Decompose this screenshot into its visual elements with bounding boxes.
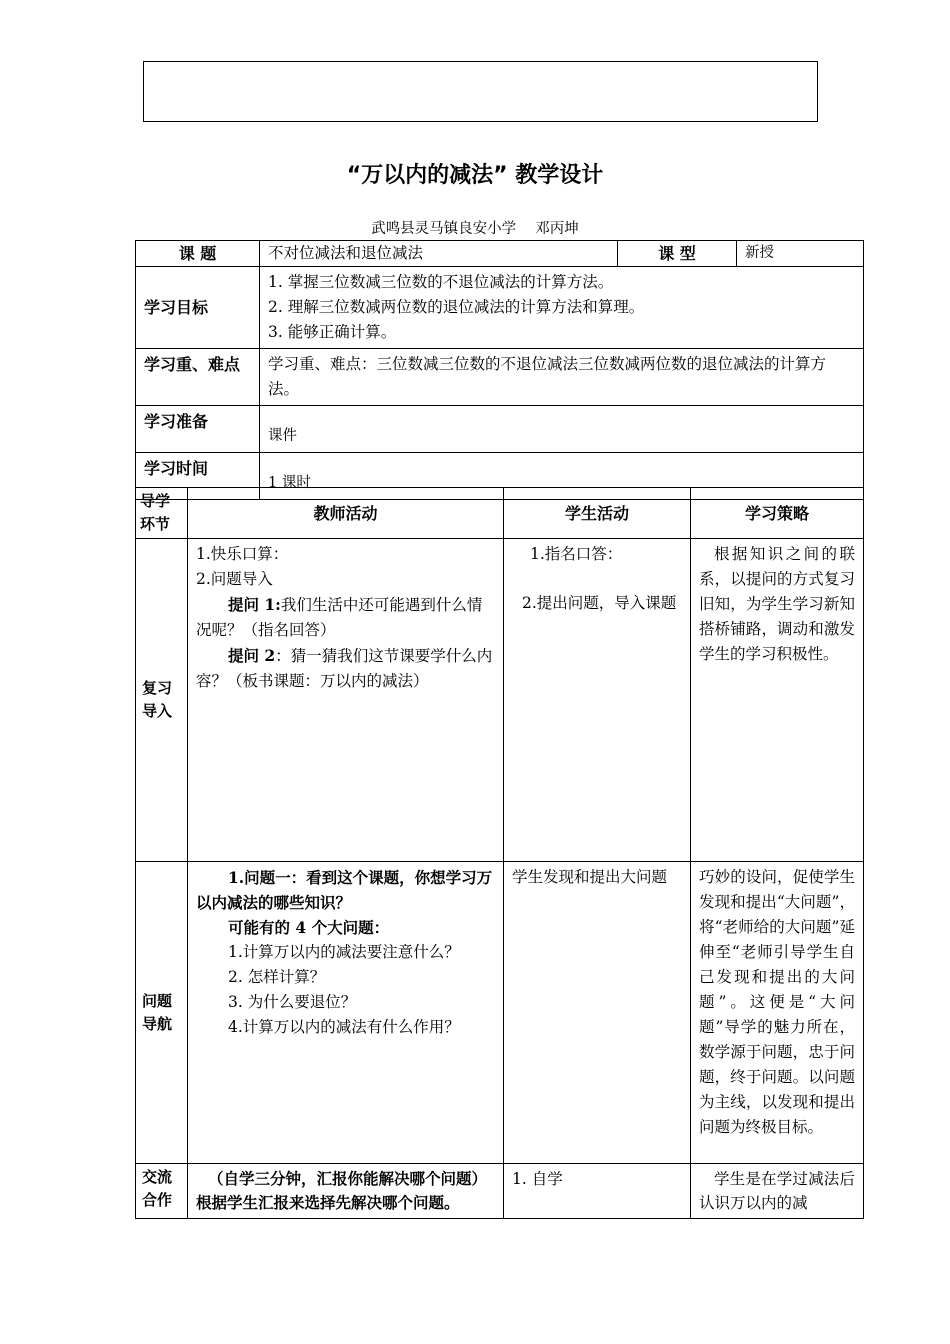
key-row (136, 349, 864, 406)
time-label: 学习时间 (136, 453, 260, 500)
problem-teacher-cell (188, 862, 504, 1164)
problem-question: 3. 为什么要退位？ (228, 993, 357, 1011)
exchange-teacher: （自学三分钟，汇报你能解决哪个问题）根据学生汇报来选择先解决哪个问题。 (188, 1164, 504, 1219)
question-1-text: 我们生活中还可能遇到什么情况呢？（指名回答） (196, 596, 483, 639)
problem-question: 1.计算万以内的减法要注意什么？ (228, 943, 460, 961)
goals-cell (260, 267, 864, 349)
review-student-line: 1.指名口答： (530, 545, 623, 563)
header-stage: 导学环节 (136, 488, 188, 539)
type-label: 课 型 (618, 241, 737, 267)
header-box (143, 61, 818, 122)
problem-student: 学生发现和提出大问题 (504, 862, 691, 1164)
exchange-row (136, 1164, 864, 1219)
header-strategy: 学习策略 (691, 488, 864, 539)
goal-item: 2. 理解三位数减两位数的退位减法的计算方法和算理。 (268, 298, 645, 316)
review-teacher-line: 1.快乐口算： (196, 545, 289, 563)
goal-item: 1. 掌握三位数减三位数的不退位减法的计算方法。 (268, 273, 614, 291)
problem-question: 4.计算万以内的减法有什么作用？ (228, 1018, 460, 1036)
review-stage: 复习导入 (136, 539, 188, 862)
time-value: 1 课时 (260, 453, 864, 500)
question-2-text: ：猜一猜我们这节课要学什么内容？（板书课题：万以内的减法） (196, 647, 493, 690)
key-value: 学习重、难点：三位数减三位数的不退位减法三位数减两位数的退位减法的计算方法。 (260, 349, 864, 406)
question-2 (196, 643, 495, 694)
prep-value: 课件 (260, 406, 864, 453)
info-table (135, 240, 864, 500)
activity-table (135, 487, 864, 1219)
author-line: 武鸣县灵马镇良安小学 邓丙坤 (371, 221, 579, 237)
problem-main-question: 1.问题一：看到这个课题，你想学习万以内减法的哪些知识？ (196, 868, 493, 912)
problem-question: 2. 怎样计算？ (228, 968, 326, 986)
header-student: 学生活动 (504, 488, 691, 539)
problem-subheading: 可能有的 4 个大问题： (228, 918, 390, 937)
goals-label: 学习目标 (136, 267, 260, 349)
question-2-label: 提问 2 (228, 646, 276, 665)
key-label: 学习重、难点 (136, 349, 260, 406)
review-row (136, 539, 864, 862)
prep-row (136, 406, 864, 453)
problem-strategy: 巧妙的设问，促使学生发现和提出“大问题”，将“老师给的大问题”延伸至“老师引导学生自己发现和提出的大问题”。这便是“大问题”导学的魅力所在，数学源于问题，忠于问题，终于问题。以问题为主线，以发现和提出问题为终极目标。 (691, 862, 864, 1164)
goal-item: 3. 能够正确计算。 (268, 323, 397, 341)
activity-header-row (136, 488, 864, 539)
topic-label: 课 题 (136, 241, 260, 267)
review-student-line: 2.提出问题，导入课题 (522, 594, 677, 612)
exchange-student: 1. 自学 (504, 1164, 691, 1219)
review-strategy: 根据知识之间的联系，以提问的方式复习旧知，为学生学习新知搭桥铺路，调动和激发学生的学习积极性。 (691, 539, 864, 862)
problem-row (136, 862, 864, 1164)
exchange-stage: 交流合作 (136, 1164, 188, 1219)
page-title: “万以内的减法” 教学设计 (346, 163, 604, 188)
goals-row (136, 267, 864, 349)
review-teacher-cell (188, 539, 504, 862)
review-student-cell (504, 539, 691, 862)
topic-row (136, 241, 864, 267)
header-teacher: 教师活动 (188, 488, 504, 539)
question-1-label: 提问 1: (228, 595, 281, 614)
problem-stage: 问题导航 (136, 862, 188, 1164)
topic-value: 不对位减法和退位减法 (260, 241, 618, 267)
exchange-strategy: 学生是在学过减法后认识万以内的减 (691, 1164, 864, 1219)
type-value: 新授 (737, 241, 864, 267)
review-teacher-line: 2.问题导入 (196, 570, 273, 588)
prep-label: 学习准备 (136, 406, 260, 453)
question-1 (196, 592, 495, 643)
